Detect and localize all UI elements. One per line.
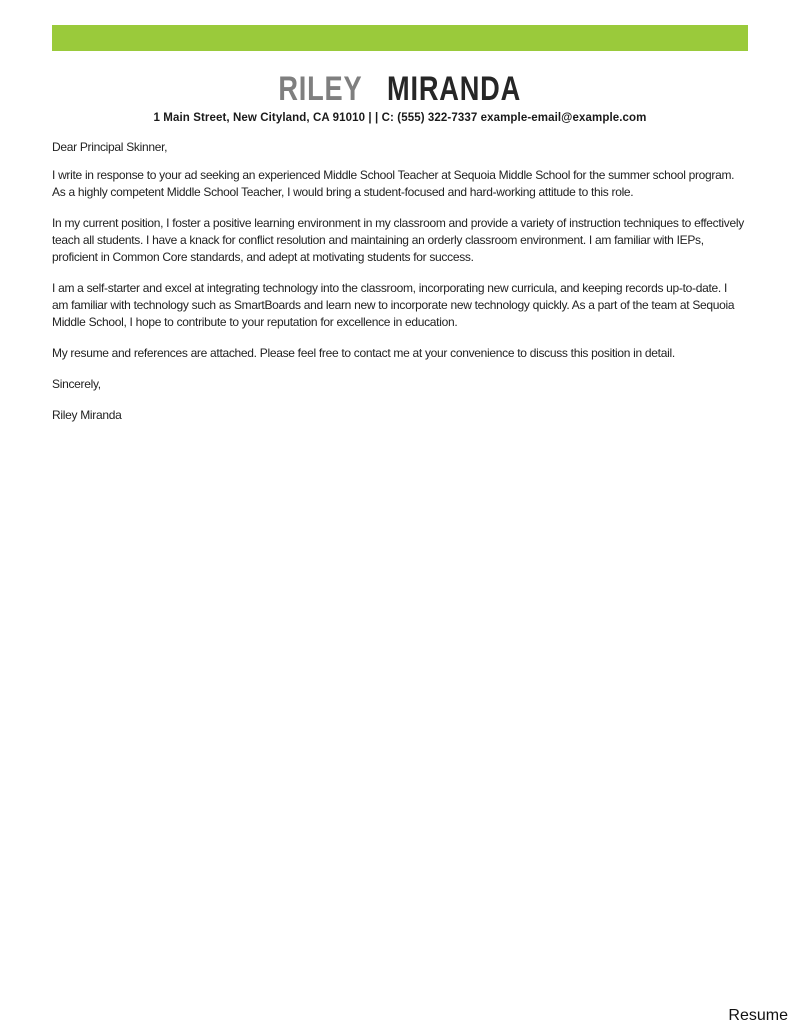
name-space bbox=[371, 70, 379, 108]
letter-closing: Sincerely, bbox=[52, 377, 101, 391]
header-accent-bar bbox=[52, 25, 748, 51]
contact-line: 1 Main Street, New Cityland, CA 91010 | | C: (555) 322-7337 example-email@example.com bbox=[153, 112, 647, 124]
letter-body bbox=[52, 139, 744, 438]
letter-paragraph-3: I am a self-starter and excel at integrating technology into the classroom, incorporating new curricula, and keeping records up-to-date. I am familiar with technology such as SmartBoards and learn new to incorporate new technology quickly. As a part of the team at Sequoia Middle School, I hope to contribute to your reputation for excellence in education. bbox=[52, 281, 735, 329]
letter-paragraph-4: My resume and references are attached. Please feel free to contact me at your convenience to discuss this position in detail. bbox=[52, 346, 675, 360]
applicant-name bbox=[0, 72, 800, 106]
applicant-last-name: MIRANDA bbox=[387, 70, 522, 108]
resume-link[interactable]: Resume bbox=[728, 1007, 788, 1024]
letter-greeting: Dear Principal Skinner, bbox=[52, 140, 168, 154]
applicant-first-name: RILEY bbox=[278, 70, 363, 108]
letter-paragraph-2: In my current position, I foster a positive learning environment in my classroom and provide a variety of instruction techniques to effectively teach all students. I have a knack for conflict resolution and maintaining an orderly classroom environment. I am familiar with IEPs, proficient in Common Core standards, and adept at motivating students for success. bbox=[52, 216, 744, 264]
letter-signature: Riley Miranda bbox=[52, 408, 122, 422]
letter-paragraph-1: I write in response to your ad seeking an experienced Middle School Teacher at Sequoia Middle School for the summer school program. As a highly competent Middle School Teacher, I would bring a student-focused and hard-working attitude to this role. bbox=[52, 168, 735, 199]
